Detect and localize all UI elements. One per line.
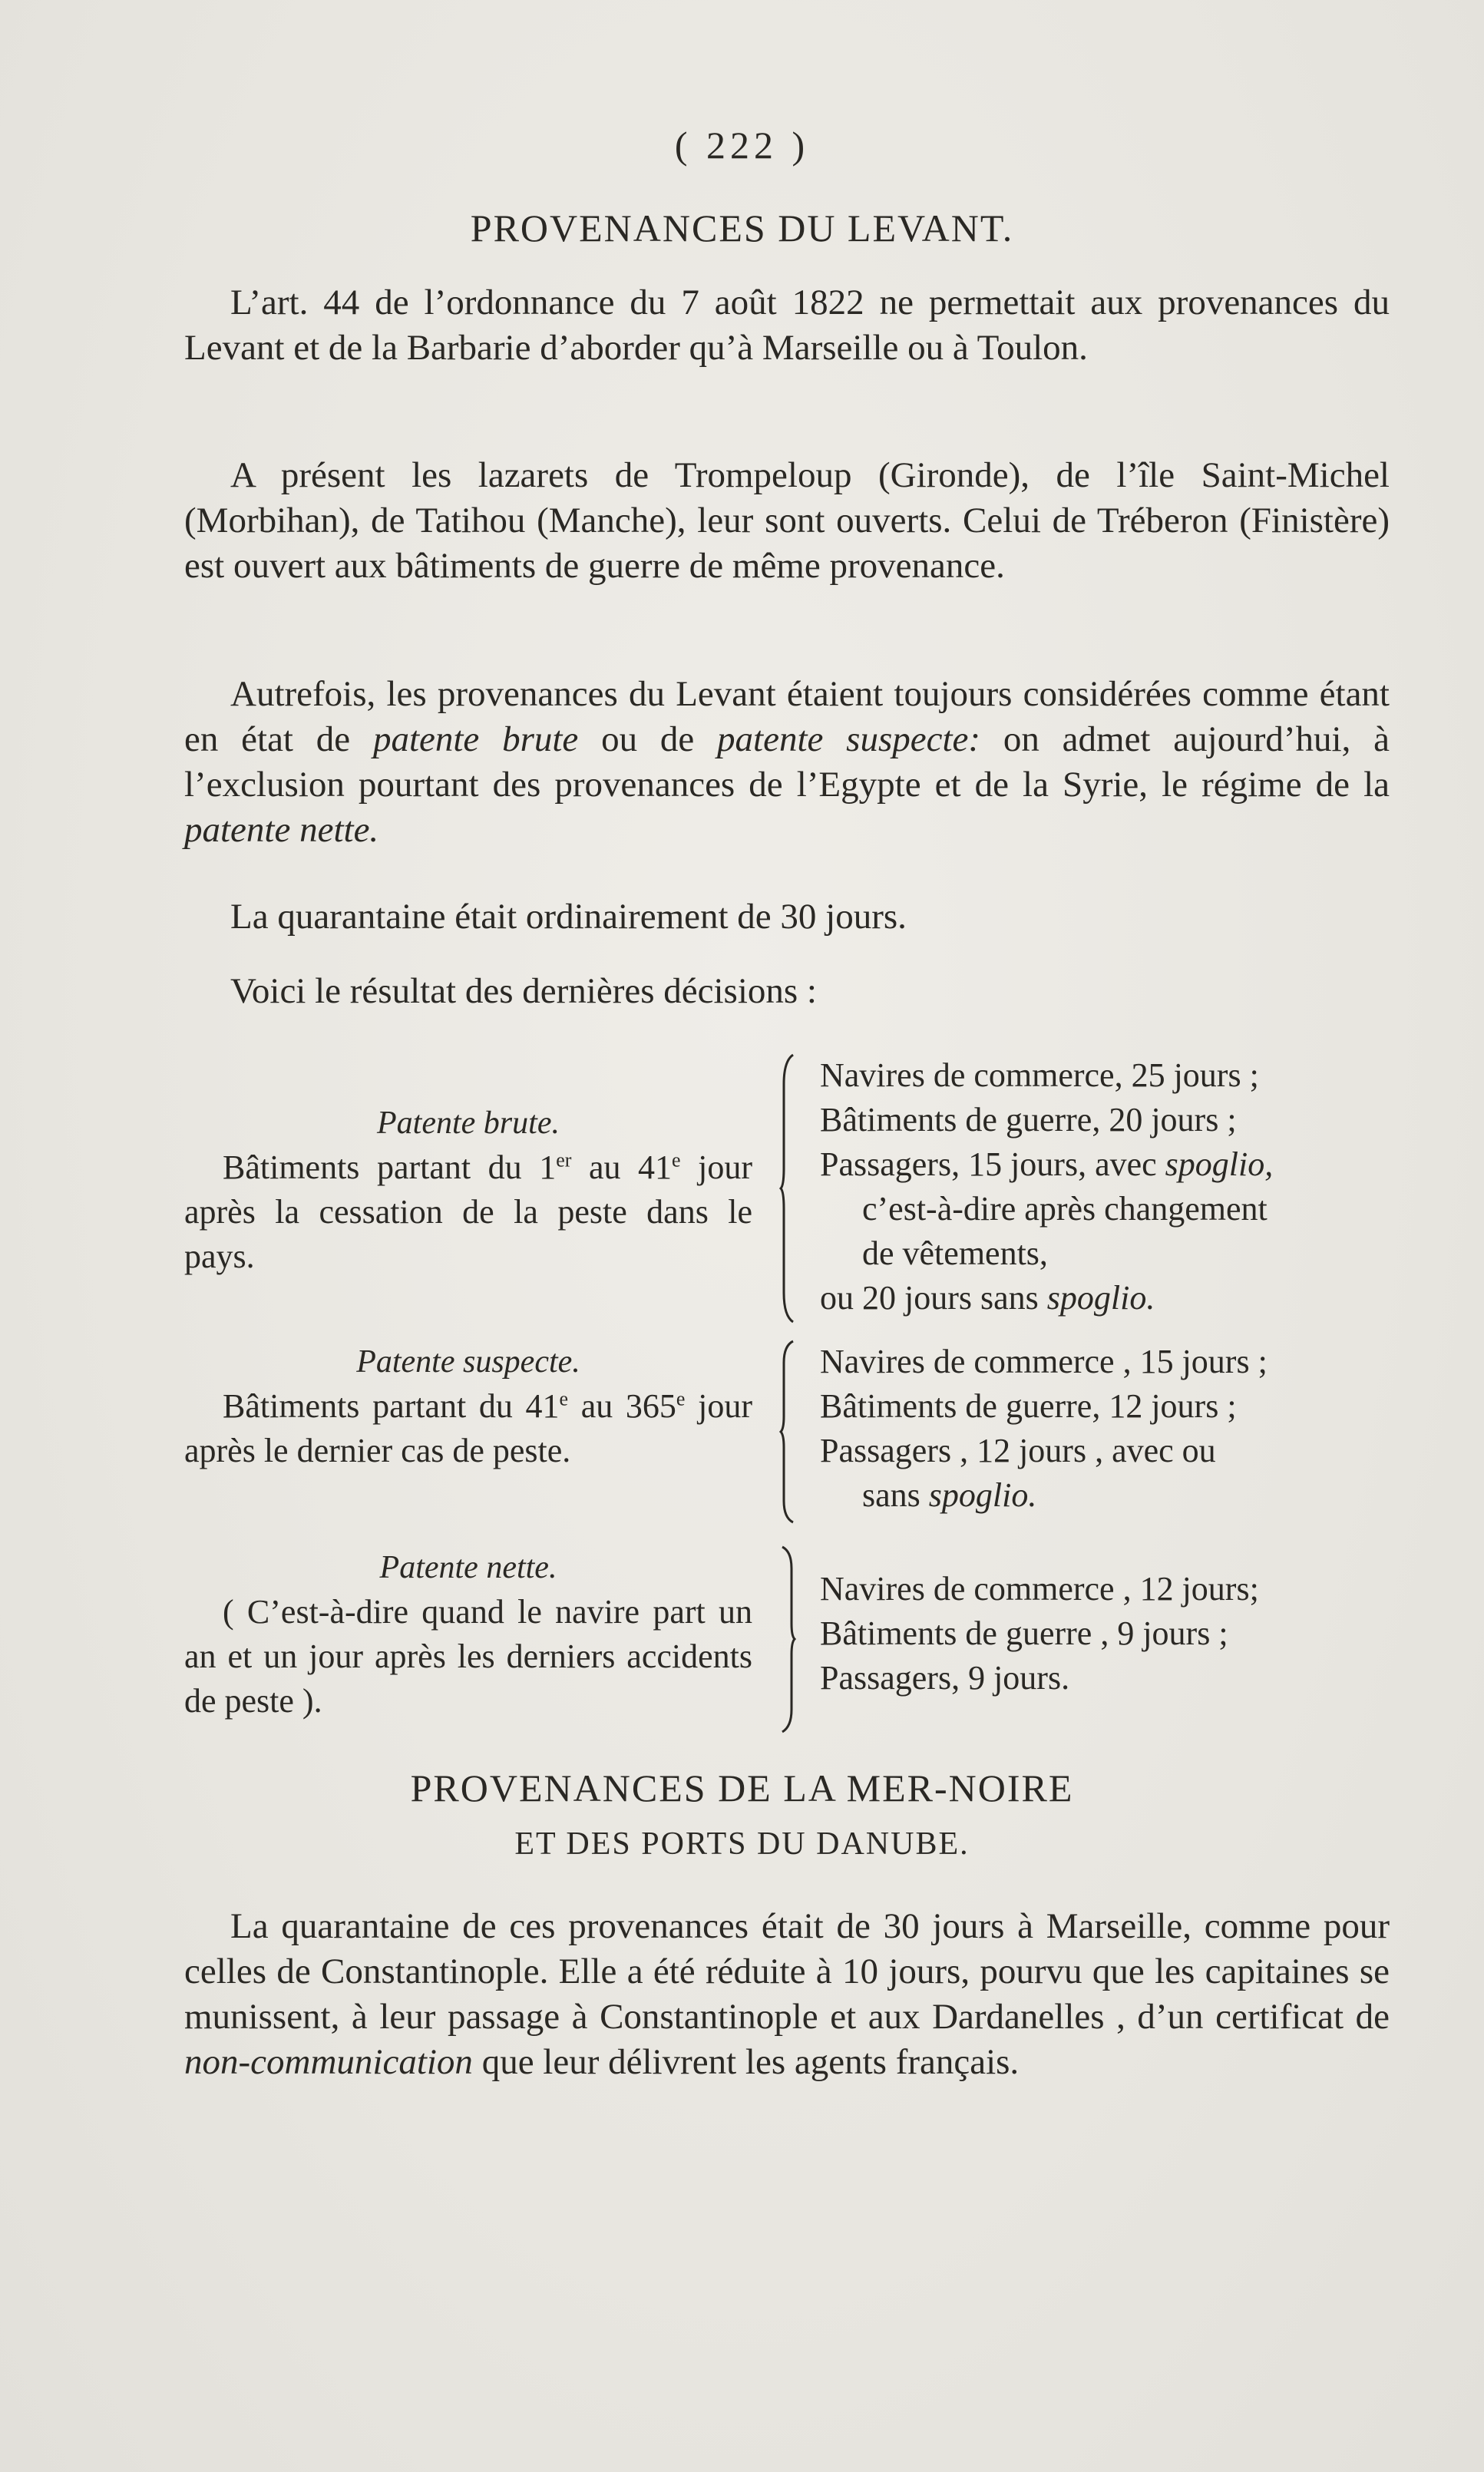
section-subtitle-danube: ET DES PORTS DU DANUBE. — [514, 1826, 970, 1862]
row-description — [184, 1384, 752, 1473]
row-condition — [184, 1340, 752, 1473]
superscript: e — [676, 1387, 686, 1410]
row-condition — [184, 1545, 752, 1723]
italic-run: spoglio. — [928, 1476, 1037, 1514]
duration-line — [820, 1473, 1392, 1518]
text-run: La quarantaine de ces provenances était de 30 jours à Marseille, comme pour celles de Constantinople. Elle a été réduite à 10 jours, pourvu que les capitaines se munissent, à leur passage à Constantinople et aux Dardanelles , d’un certificat de — [184, 1906, 1390, 2037]
text-run: ou de — [578, 719, 718, 759]
text-run: Bâtiments partant du 41 — [223, 1387, 560, 1425]
curly-brace-icon — [779, 1053, 796, 1324]
italic-run: patente brute — [372, 719, 579, 759]
duration-line: Navires de commerce, 25 jours ; — [820, 1056, 1259, 1094]
row-durations — [820, 1340, 1392, 1518]
superscript: er — [556, 1148, 572, 1172]
paragraph-autrefois — [184, 672, 1390, 853]
row-heading: Patente brute. — [377, 1105, 560, 1141]
text-run: jour après la cessation de la peste dans le pays. — [184, 1148, 752, 1275]
duration-line: Passagers , 12 jours , avec ou — [820, 1432, 1216, 1469]
duration-line: Bâtiments de guerre, 20 jours ; — [820, 1101, 1237, 1139]
duration-line: de vêtements, — [862, 1234, 1048, 1272]
duration-line — [820, 1142, 1392, 1187]
row-heading: Patente nette. — [379, 1550, 557, 1585]
superscript: e — [559, 1387, 569, 1410]
decision-row-patente-nette — [184, 1545, 1390, 1733]
duration-line: Bâtiments de guerre , 9 jours ; — [820, 1614, 1228, 1652]
text-run: sans — [862, 1476, 929, 1514]
row-description — [184, 1145, 752, 1279]
duration-line: c’est-à-dire après changement — [862, 1190, 1268, 1228]
italic-run: non-communication — [184, 2042, 473, 2082]
decision-row-patente-brute — [184, 1053, 1390, 1324]
paragraph-resultat: Voici le résultat des dernières décisions : — [230, 971, 817, 1011]
text-run: au 41 — [571, 1148, 673, 1186]
paragraph-quarantaine: La quarantaine était ordinairement de 30 jours. — [230, 897, 907, 937]
section-title-mer-noire: PROVENANCES DE LA MER-NOIRE — [410, 1766, 1074, 1809]
italic-run: patente suspecte: — [717, 719, 981, 759]
superscript: e — [672, 1148, 681, 1172]
text-run: que leur délivrent les agents français. — [472, 2042, 1020, 2082]
text-run: Autrefois, les provenances du Levant étaient toujours considérées comme étant en état de — [184, 674, 1390, 759]
italic-run: spoglio, — [1165, 1145, 1274, 1183]
text-run: au 365 — [568, 1387, 676, 1425]
text-run: on admet aujourd’hui, à l’exclusion pourtant des provenances de l’Egypte et de la Syrie, le régime de la — [184, 719, 1390, 805]
row-durations — [820, 1567, 1392, 1700]
duration-line: Navires de commerce , 15 jours ; — [820, 1343, 1268, 1380]
decision-row-patente-suspecte — [184, 1340, 1390, 1524]
text-run: ou 20 jours sans — [820, 1279, 1047, 1317]
duration-line — [820, 1276, 1392, 1320]
paragraph-quarantaine-mer-noire — [184, 1904, 1390, 2085]
curly-brace-icon — [779, 1545, 796, 1733]
duration-line: Bâtiments de guerre, 12 jours ; — [820, 1387, 1237, 1425]
duration-line: Navires de commerce , 12 jours; — [820, 1570, 1259, 1608]
section-title-levant: PROVENANCES DU LEVANT. — [470, 207, 1014, 250]
italic-run: patente nette. — [184, 810, 379, 850]
duration-line: Passagers, 9 jours. — [820, 1659, 1070, 1697]
paragraph-ordonnance: L’art. 44 de l’ordonnance du 7 août 1822 ne permettait aux provenances du Levant et de la Barbarie d’aborder qu’à Marseille ou à Toulon. — [184, 283, 1390, 368]
row-description: ( C’est-à-dire quand le navire part un an et un jour après les derniers accidents de peste ). — [184, 1593, 752, 1720]
curly-brace-icon — [779, 1340, 796, 1524]
page-number: ( 222 ) — [674, 124, 810, 167]
text-run: Bâtiments partant du 1 — [223, 1148, 557, 1186]
row-durations — [820, 1053, 1392, 1320]
italic-run: spoglio. — [1046, 1279, 1155, 1317]
text-run: Passagers, 15 jours, avec — [820, 1145, 1165, 1183]
text-run: jour après le dernier cas de peste. — [184, 1387, 752, 1469]
row-condition — [184, 1101, 752, 1279]
paragraph-lazarets: A présent les lazarets de Trompeloup (Gironde), de l’île Saint-Michel (Morbihan), de Tatihou (Manche), leur sont ouverts. Celui de Tréberon (Finistère) est ouvert aux bâtiments de guerre de même provenance. — [184, 455, 1390, 586]
row-heading: Patente suspecte. — [356, 1344, 580, 1380]
